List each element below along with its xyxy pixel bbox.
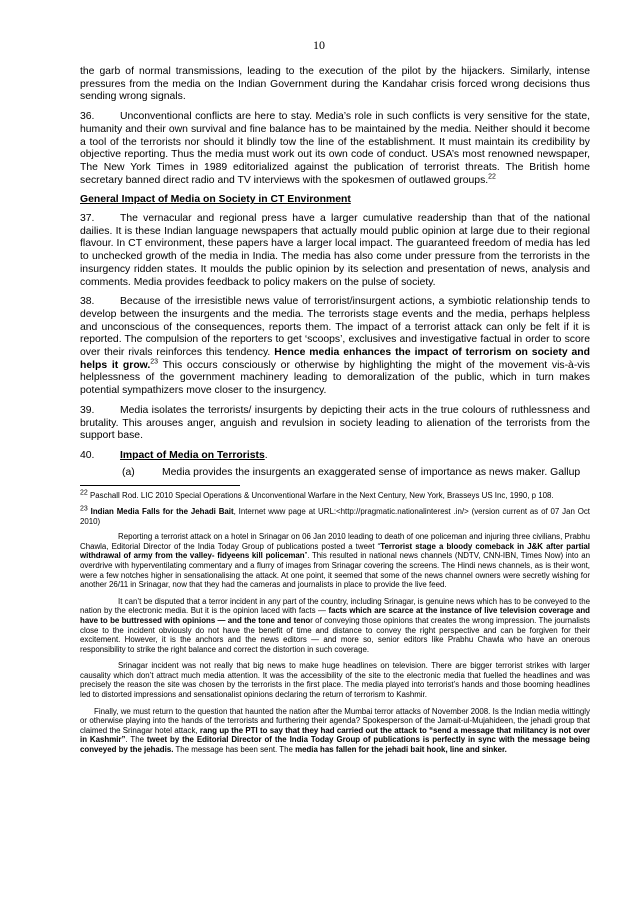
quote-text: Reporting a terrorist attack on a hotel in Srinagar on 06 Jan 2010 leading to death of one policeman and injuring three civilians, Prabhu Chawla, Editorial Director of the India Today Group of publications posted a tweet “ (80, 532, 590, 551)
quote-bold: rang up the PTI to say that they had carried out the attack to “send a message that militancy is not over in Kashmir” (80, 725, 591, 745)
document-body (80, 66, 590, 762)
paragraph-40a (80, 467, 590, 480)
page-number: 10 (313, 38, 325, 52)
paragraph-text: Media isolates the terrorists/ insurgents by depicting their acts in the true colours of ruthlessness and brutality. This arouses anger, anguish and revulsion in society leading to alienation of the terrorists from the support base. (80, 404, 590, 442)
paragraph-36 (80, 111, 590, 187)
paragraph-text: The vernacular and regional press have a larger cumulative readership than that of the national dailies. It is these Indian language newspapers that actually mould public opinion at large due to their regional flavour. In CT environment, these papers have a larger local impact. The guaranteed freedom of media has led to unchecked growth of the media in India. The media has also come under pressure from the terrorists in the insurgency ridden states. It moulds the public opinion by its selection and presentation of news, analysis and comments. Media provides feedback to policy makers on the pulse of society. (80, 213, 590, 288)
footnote-ref-22: 22 (488, 173, 496, 181)
quote-bold: Terrorist stage a bloody comeback in J&K after partial withdrawal of army from the valley- fidyeens kill policeman (80, 541, 590, 561)
quote-text: It can’t be disputed that a terror incident in any part of the country, including Srinagar, is genuine news which has to be conveyed to the nation by the electronic media. But it is the opinion laced with facts — (80, 596, 590, 616)
paragraph-number: 37. (80, 213, 95, 225)
quote-bold: media has fallen for the jehadi bait hook, line and sinker. (295, 745, 507, 755)
quote-text: r of conveying those opinions that creates the wrong impression. The journalists close to the incident obviously do not have the benefit of time and distance to convey the right perspective and can be forgiven for their excitement. However, it is the anchors and the news editors — and more so, senior editors like Prabhu Chawla who have an onerous responsibility to strike the right balance and correct the distortion in such coverage. (80, 615, 590, 654)
paragraph-40 (80, 450, 590, 463)
footnote-text: , Internet www page at URL:<http://pragmatic.nationalinterest .in/> (version current as of 07 Jan Oct 2010) (80, 506, 590, 526)
quote-text: Srinagar incident was not really that big news to make huge headlines on television. There are bigger terrorist strikes with larger causality which don’t attract much media attention. It was the accessibility of the site to the electronic media that fuelled the headlines and was precisely the reason the site was chosen by the terrorists in the first place. The media played into terrorist’s hands and those booming headlines led to distorted impressions and sensationalist opinions declaring the return of terrorism to Kashmir. (80, 661, 590, 700)
footnote-title: Indian Media Falls for the Jehadi Bait (87, 506, 234, 516)
subparagraph-label: (a) (122, 466, 135, 478)
footnote-22 (80, 491, 590, 501)
paragraph-number: 36. (80, 111, 95, 123)
paragraph-intro: the garb of normal transmissions, leading to the execution of the pilot by the hijackers. Similarly, intense pressures from the media on the Indian Government during the Kandahar crisis forced wrong decisions thus sending wrong signals. (80, 66, 590, 103)
paragraph-number: 40. (80, 449, 95, 461)
paragraph-text: Because of the irresistible news value of terrorist/insurgent actions, a symbiotic relationship tends to develop between the insurgents and the media. The terrorists stage events and the media, perhaps helpless and unconscious of the consequences, reports them. The impact of a terrorist attack can only be felt if it is reported. The compulsion of the reporters to get ‘scoops’, exclusives and investigative factual in order to score over their rivals reinforces this tendency. (80, 296, 590, 359)
paragraph-37 (80, 213, 590, 289)
quote-text: ”. This resulted in national news channels (NDTV, CNN-IBN, Times Now) into an overdrive with hyperventilating commentary and a flurry of images from Srinagar covering the screens. The Hindi news channels, as is their wont, were a few notches higher in sensationalising the attack. At one point, it seemed that some of the news channel owners were secretly wishing for another 26/11 in Srinagar, now that they had the cameras and journalists in place to provide the live feed. (80, 551, 590, 590)
paragraph-39 (80, 405, 590, 443)
quote-text: Finally, we must return to the question that haunted the nation after the Mumbai terror attacks of November 2008. Is the Indian media wittingly or otherwise playing into the hands of the terrorists and furthering their agenda? Spokesperson of the Jamait-ul-Mujahideen, the jehadi group that claimed the Srinagar hotel attack, (80, 706, 590, 735)
paragraph-38 (80, 296, 590, 398)
paragraph-text: Unconventional conflicts are here to stay. Media’s role in such conflicts is very sensitive for the state, humanity and their own survival and fine balance has to be maintained by the media. Neither should it become a tool of the terrorists nor should it blindly tow the line of the establishment. It must maintain its credibility by objective reporting. Thus the media must work out its own code of conduct. USA’s most renowned newspaper, The New York Times in 1989 editorialized against the publication of terrorist threats. The British home secretary banned direct radio and TV interviews with the spokesmen of outlawed groups. (80, 111, 590, 186)
footnote-quote-1 (80, 532, 590, 590)
footnote-quote-3 (80, 661, 590, 699)
paragraph-bold-text: Hence media enhances the impact of terrorism on society and helps it grow. (80, 347, 590, 371)
footnote-separator (80, 485, 240, 486)
footnote-number: 22 (80, 489, 88, 497)
heading-period: . (264, 449, 268, 461)
paragraph-text: Media provides the insurgents an exaggerated sense of importance as news maker. Gallup (162, 466, 581, 478)
quote-text: The message has been sent. The (173, 745, 296, 755)
footnote-quote-4 (80, 707, 590, 755)
footnote-23 (80, 507, 590, 526)
section-heading-general-impact: General Impact of Media on Society in CT Environment (80, 194, 351, 206)
quote-bold: facts which are scarce at the instance of live television coverage and have to be buttressed with opinions — and the tone and teno (80, 606, 590, 625)
subsection-heading-impact-on-terrorists: Impact of Media on Terrorists (120, 449, 265, 461)
quote-text: . The (125, 735, 147, 745)
footnote-quote-2 (80, 597, 590, 655)
quote-bold: tweet by the Editorial Director of the India Today Group of publications is perfectly in sync with the message being conveyed by the jehadis. (80, 735, 591, 755)
footnote-number: 23 (80, 505, 88, 513)
paragraph-text-cont: This occurs consciously or otherwise by highlighting the might of the movement vis-à-vis helplessness of the government machinery leading to demoralization of the public, which in turn makes potential sympathizers move closer to the insurgency. (80, 359, 590, 397)
footnote-text: Paschall Rod. LIC 2010 Special Operations & Unconventional Warfare in the Next Century, New York, Brasseys US Inc, 1990, p 108. (87, 491, 554, 501)
paragraph-number: 39. (80, 404, 95, 416)
paragraph-number: 38. (80, 296, 95, 308)
footnote-ref-23: 23 (150, 358, 159, 366)
